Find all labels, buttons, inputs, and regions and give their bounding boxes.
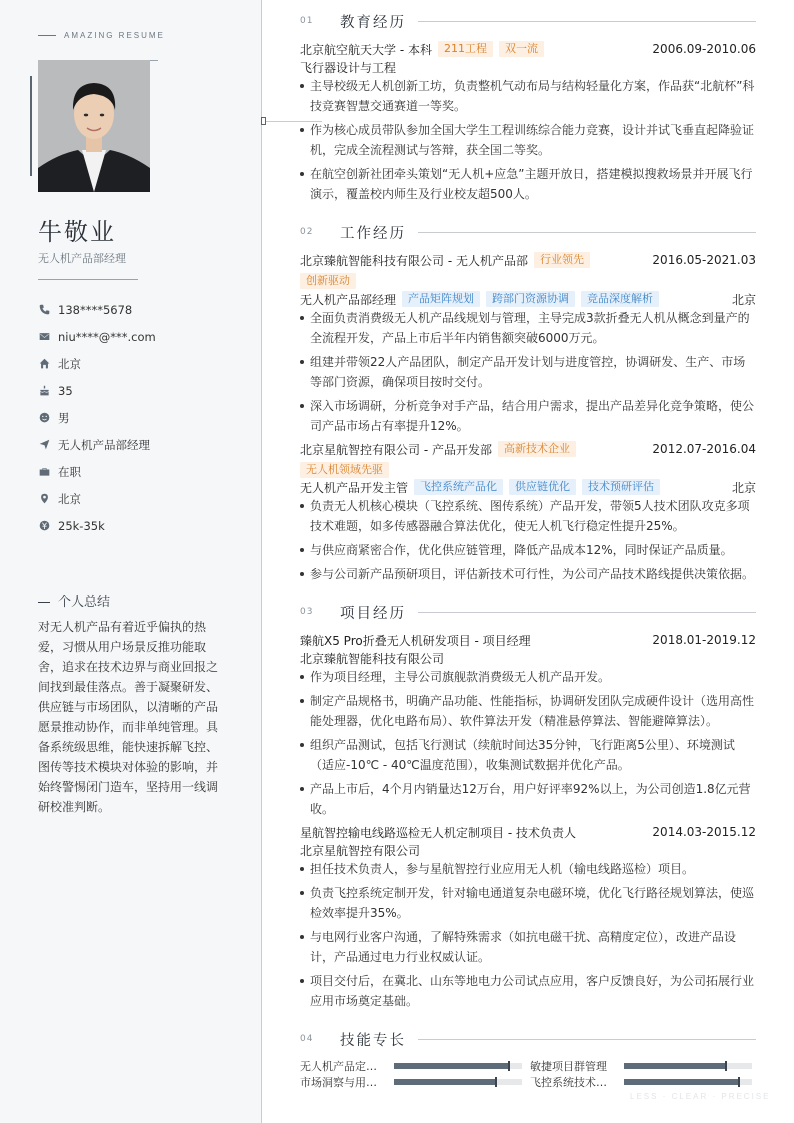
gender-icon — [38, 412, 50, 424]
skill-bar — [624, 1079, 752, 1085]
location-pin-icon — [38, 493, 50, 505]
role-tag: 产品矩阵规划 — [402, 291, 480, 307]
job-role-row — [300, 478, 756, 496]
briefcase-icon — [38, 466, 50, 478]
list-item: 组建并带领22人产品团队，制定产品开发计划与进度管控，协调研发、生产、市场等部门资源，确保项目按时交付。 — [300, 352, 756, 392]
list-item: 在航空创新社团牵头策划“无人机+应急”主题开放日，搭建模拟搜救场景并开展飞行演示，覆盖校内师生及行业校友超500人。 — [300, 164, 756, 204]
section-number: 03 — [300, 607, 314, 617]
job-location: 北京 — [731, 480, 756, 495]
list-item: 全面负责消费级无人机产品线规划与管理，主导完成3款折叠无人机从概念到量产的全流程开发，产品上市后半年内销售额突破6000万元。 — [300, 308, 756, 348]
job-company-tags-row — [300, 272, 756, 290]
footer-watermark: LESS · CLEAR · PRECISE — [630, 1092, 771, 1101]
project-date: 2018.01-2019.12 — [652, 633, 756, 647]
summary-text: 对无人机产品有着近乎偏执的热爱，习惯从用户场景反推功能取舍，追求在技术边界与商业回报之间找到最佳落点。善于凝聚研发、供应链与市场团队，以清晰的产品愿景推动协作，而非单纯管理。具备系统级思维，能快速拆解飞控、图传等技术模块对体验的影响，并始终警惕闭门造车，坚持用一线调研校准判断。 — [38, 620, 219, 814]
info-gender — [38, 404, 156, 431]
skill-item — [300, 1075, 522, 1089]
section-title: 项目经历 — [340, 605, 406, 622]
school-name: 北京航空航天大学 - 本科 — [300, 42, 432, 57]
location-text: 北京 — [58, 491, 81, 506]
contact-info-list — [38, 296, 156, 539]
section-title: 教育经历 — [340, 14, 406, 31]
info-phone — [38, 296, 156, 323]
list-item: 项目交付后，在冀北、山东等地电力公司试点应用，客户反馈良好，为公司拓展行业应用市场奠定基础。 — [300, 971, 756, 1011]
portrait-image — [38, 60, 150, 192]
job-role: 无人机产品部经理 — [300, 292, 397, 307]
job-bullets — [300, 308, 756, 440]
section-skills-header — [300, 1028, 756, 1050]
send-icon — [38, 439, 50, 451]
skill-bar — [394, 1063, 522, 1069]
company-tag: 高新技术企业 — [498, 441, 576, 457]
education-bullets — [300, 76, 756, 208]
job-role-row — [300, 290, 756, 308]
salary-text: 25k-35k — [58, 518, 105, 533]
education-school-row — [300, 40, 756, 58]
section-rule — [418, 232, 756, 233]
list-item: 与电网行业客户沟通，了解特殊需求（如抗电磁干扰、高精度定位），改进产品设计，产品通过电力行业权威认证。 — [300, 927, 756, 967]
project-bullets — [300, 859, 756, 1015]
job-date: 2012.07-2016.04 — [652, 442, 756, 456]
company-name: 北京星航智控有限公司 - 产品开发部 — [300, 442, 492, 457]
decor-line — [30, 76, 32, 176]
list-item: 深入市场调研，分析竞争对手产品，结合用户需求，提出产品差异化竞争策略，使公司产品市场占有率提升12%。 — [300, 396, 756, 436]
skill-bar-fill — [394, 1063, 509, 1069]
home-text: 北京 — [58, 356, 81, 371]
status-text: 在职 — [58, 464, 81, 479]
project-title-row — [300, 823, 756, 841]
project-company-row — [300, 841, 756, 859]
salary-icon — [38, 520, 50, 532]
section-number: 02 — [300, 227, 314, 237]
home-icon — [38, 358, 50, 370]
project-company: 北京臻航智能科技有限公司 — [300, 651, 445, 666]
major-name: 飞行器设计与工程 — [300, 60, 397, 75]
skill-bar-fill — [624, 1063, 726, 1069]
skill-bar-fill — [394, 1079, 496, 1085]
section-rule — [418, 21, 756, 22]
project-bullets — [300, 667, 756, 823]
section-work-header — [300, 221, 756, 243]
school-tag: 双一流 — [499, 41, 544, 57]
skill-name: 市场洞察与用… — [300, 1076, 377, 1089]
candidate-title: 无人机产品部经理 — [38, 252, 126, 265]
section-rule — [418, 1039, 756, 1040]
skill-item — [530, 1059, 752, 1073]
position-text: 无人机产品部经理 — [58, 437, 150, 452]
email-text: niu****@***.com — [58, 329, 156, 344]
company-tag: 无人机领域先驱 — [300, 462, 389, 478]
section-rule — [418, 612, 756, 613]
summary-heading: 个人总结 — [38, 591, 110, 610]
section-title: 工作经历 — [340, 225, 406, 242]
list-item: 担任技术负责人，参与星航智控行业应用无人机（输电线路巡检）项目。 — [300, 859, 756, 879]
company-tag: 行业领先 — [534, 252, 590, 268]
section-number: 01 — [300, 16, 314, 26]
list-item: 作为项目经理，主导公司旗舰款消费级无人机产品开发。 — [300, 667, 756, 687]
cake-icon — [38, 385, 50, 397]
role-tag: 技术预研评估 — [582, 479, 660, 495]
skill-item — [300, 1059, 522, 1073]
mail-icon — [38, 331, 50, 343]
avatar — [38, 60, 150, 192]
list-item: 负责飞控系统定制开发，针对输电通道复杂电磁环境，优化飞行路径规划算法，使巡检效率提升35%。 — [300, 883, 756, 923]
list-item: 组织产品测试，包括飞行测试（续航时间达35分钟，飞行距离5公里）、环境测试（适应-10℃ - 40℃温度范围），收集测试数据并优化产品。 — [300, 735, 756, 775]
info-status — [38, 458, 156, 485]
info-salary — [38, 512, 156, 539]
school-tag: 211工程 — [438, 41, 493, 57]
job-location: 北京 — [731, 292, 756, 307]
section-education-header — [300, 10, 756, 32]
project-name: 臻航X5 Pro折叠无人机研发项目 - 项目经理 — [300, 633, 531, 648]
info-position — [38, 431, 156, 458]
job-company-tags-row — [300, 461, 756, 479]
role-tag: 跨部门资源协调 — [486, 291, 575, 307]
list-item: 作为核心成员带队参加全国大学生工程训练综合能力竞赛，设计并试飞垂直起降验证机，完成全流程测试与答辩，获全国二等奖。 — [300, 120, 756, 160]
company-name: 北京臻航智能科技有限公司 - 无人机产品部 — [300, 253, 528, 268]
skill-bar-knob — [738, 1077, 740, 1087]
skill-bar-knob — [495, 1077, 497, 1087]
job-bullets — [300, 496, 756, 588]
list-item: 产品上市后，4个月内销量达12万台，用户好评率92%以上，为公司创造1.8亿元营收。 — [300, 779, 756, 819]
info-age — [38, 377, 156, 404]
skill-bar-knob — [508, 1061, 510, 1071]
job-role: 无人机产品开发主管 — [300, 480, 409, 495]
info-home — [38, 350, 156, 377]
section-number: 04 — [300, 1034, 314, 1044]
sidebar — [0, 0, 262, 1123]
skill-bar — [624, 1063, 752, 1069]
list-item: 与供应商紧密合作，优化供应链管理，降低产品成本12%，同时保证产品质量。 — [300, 540, 756, 560]
list-item: 制定产品规格书，明确产品功能、性能指标，协调研发团队完成硬件设计（选用高性能处理器，优化电路布局）、软件算法开发（精准悬停算法、智能避障算法）。 — [300, 691, 756, 731]
list-item: 主导校级无人机创新工坊，负责整机气动布局与结构轻量化方案，作品获“北航杯”科技竞赛智慧交通赛道一等奖。 — [300, 76, 756, 116]
skill-bar — [394, 1079, 522, 1085]
role-tag: 飞控系统产品化 — [414, 479, 503, 495]
project-company: 北京星航智控有限公司 — [300, 843, 421, 858]
job-company-row — [300, 251, 756, 269]
project-name: 星航智控输电线路巡检无人机定制项目 - 技术负责人 — [300, 825, 576, 840]
skill-bar-knob — [725, 1061, 727, 1071]
education-date: 2006.09-2010.06 — [652, 42, 756, 56]
divider — [38, 279, 138, 280]
skill-name: 无人机产品定… — [300, 1060, 377, 1073]
project-company-row — [300, 649, 756, 667]
skill-bar-fill — [624, 1079, 739, 1085]
age-text: 35 — [58, 383, 73, 398]
job-company-row — [300, 440, 756, 458]
list-item: 参与公司新产品预研项目，评估新技术可行性，为公司产品技术路线提供决策依据。 — [300, 564, 756, 584]
project-title-row — [300, 631, 756, 649]
job-date: 2016.05-2021.03 — [652, 253, 756, 267]
role-tag: 供应链优化 — [509, 479, 576, 495]
brand-label: AMAZING RESUME — [38, 31, 165, 40]
company-tag: 创新驱动 — [300, 273, 356, 289]
role-tag: 竞品深度解析 — [581, 291, 659, 307]
info-email — [38, 323, 156, 350]
phone-icon — [38, 304, 50, 316]
education-major-row — [300, 58, 756, 76]
section-title: 技能专长 — [340, 1032, 406, 1049]
skill-name: 敏捷项目群管理 — [530, 1060, 607, 1073]
candidate-name: 牛敬业 — [38, 218, 116, 246]
section-projects-header — [300, 601, 756, 623]
skill-item — [530, 1075, 752, 1089]
gender-text: 男 — [58, 410, 70, 425]
skill-name: 飞控系统技术… — [530, 1076, 607, 1089]
phone-text: 138****5678 — [58, 302, 133, 317]
info-location — [38, 485, 156, 512]
list-item: 负责无人机核心模块（飞控系统、图传系统）产品开发，带领5人技术团队攻克多项技术难题，如多传感器融合算法优化，使无人机飞行稳定性提升25%。 — [300, 496, 756, 536]
project-date: 2014.03-2015.12 — [652, 825, 756, 839]
